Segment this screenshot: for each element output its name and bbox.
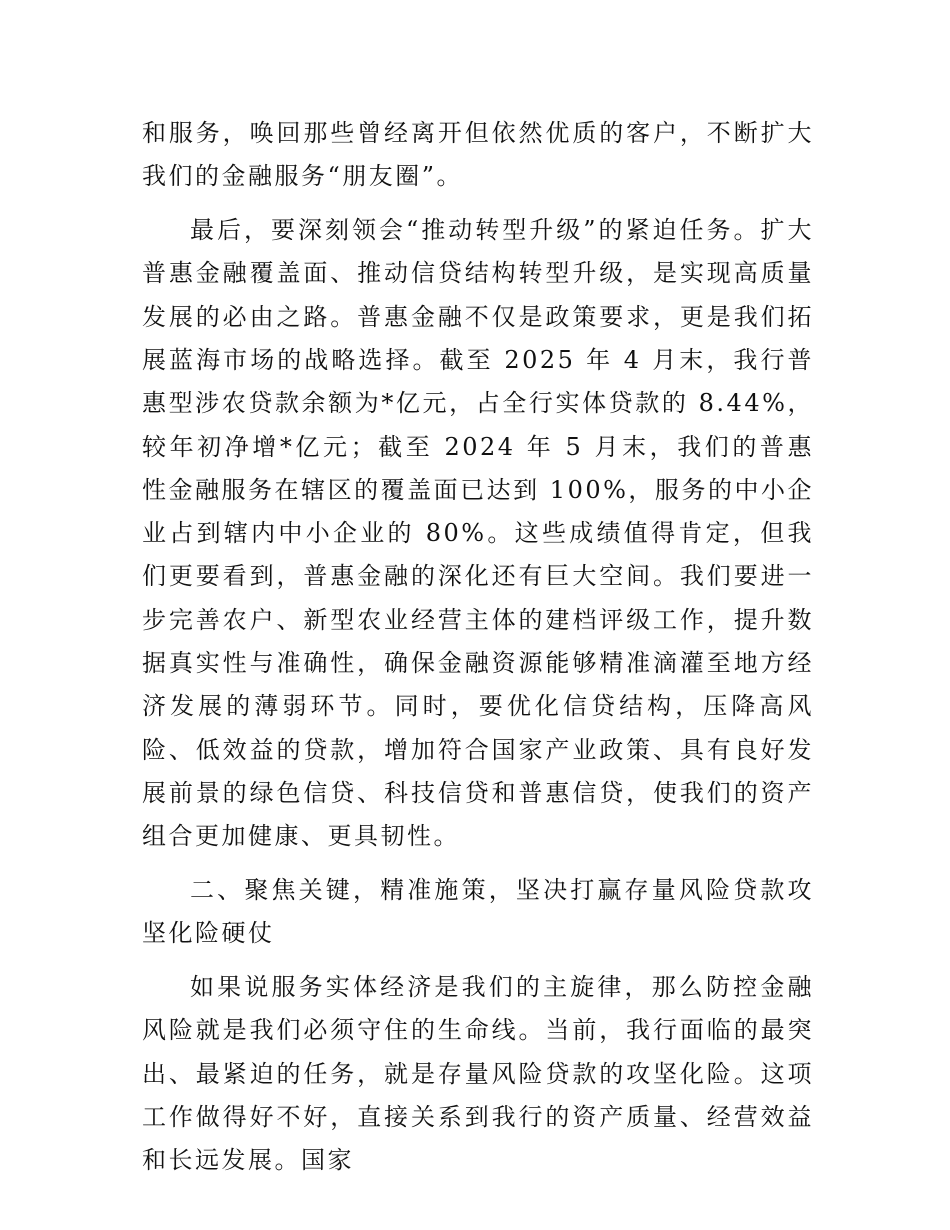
document-body <box>142 112 814 1193</box>
section-heading-two: 二、聚焦关键，精准施策，坚决打赢存量风险贷款攻坚化险硬仗 <box>142 876 814 948</box>
paragraph-continuation: 和服务，唤回那些曾经离开但依然优质的客户，不断扩大我们的金融服务“朋友圈”。 <box>142 119 814 191</box>
paragraph-transformation-upgrade: 最后，要深刻领会“推动转型升级”的紧迫任务。扩大普惠金融覆盖面、推动信贷结构转型升级，是实现高质量发展的必由之路。普惠金融不仅是政策要求，更是我们拓展蓝海市场的战略选择。截至 2025 年 4 月末，我行普惠型涉农贷款余额为*亿元，占全行实体贷款的 8.44%，较年初净增*亿元；截至 2024 年 5 月末，我们的普惠性金融服务在辖区的覆盖面已达到 100%，服务的中小企业占到辖内中小企业的 80%。这些成绩值得肯定，但我们更要看到，普惠金融的深化还有巨大空间。我们要进一步完善农户、新型农业经营主体的建档评级工作，提升数据真实性与准确性，确保金融资源能够精准滴灌至地方经济发展的薄弱环节。同时，要优化信贷结构，压降高风险、低效益的贷款，增加符合国家产业政策、具有良好发展前景的绿色信贷、科技信贷和普惠信贷，使我们的资产组合更加健康、更具韧性。 <box>142 216 814 851</box>
paragraph-risk-control: 如果说服务实体经济是我们的主旋律，那么防控金融风险就是我们必须守住的生命线。当前，我行面临的最突出、最紧迫的任务，就是存量风险贷款的攻坚化险。这项工作做得好不好，直接关系到我行的资产质量、经营效益和长远发展。国家 <box>142 973 814 1175</box>
